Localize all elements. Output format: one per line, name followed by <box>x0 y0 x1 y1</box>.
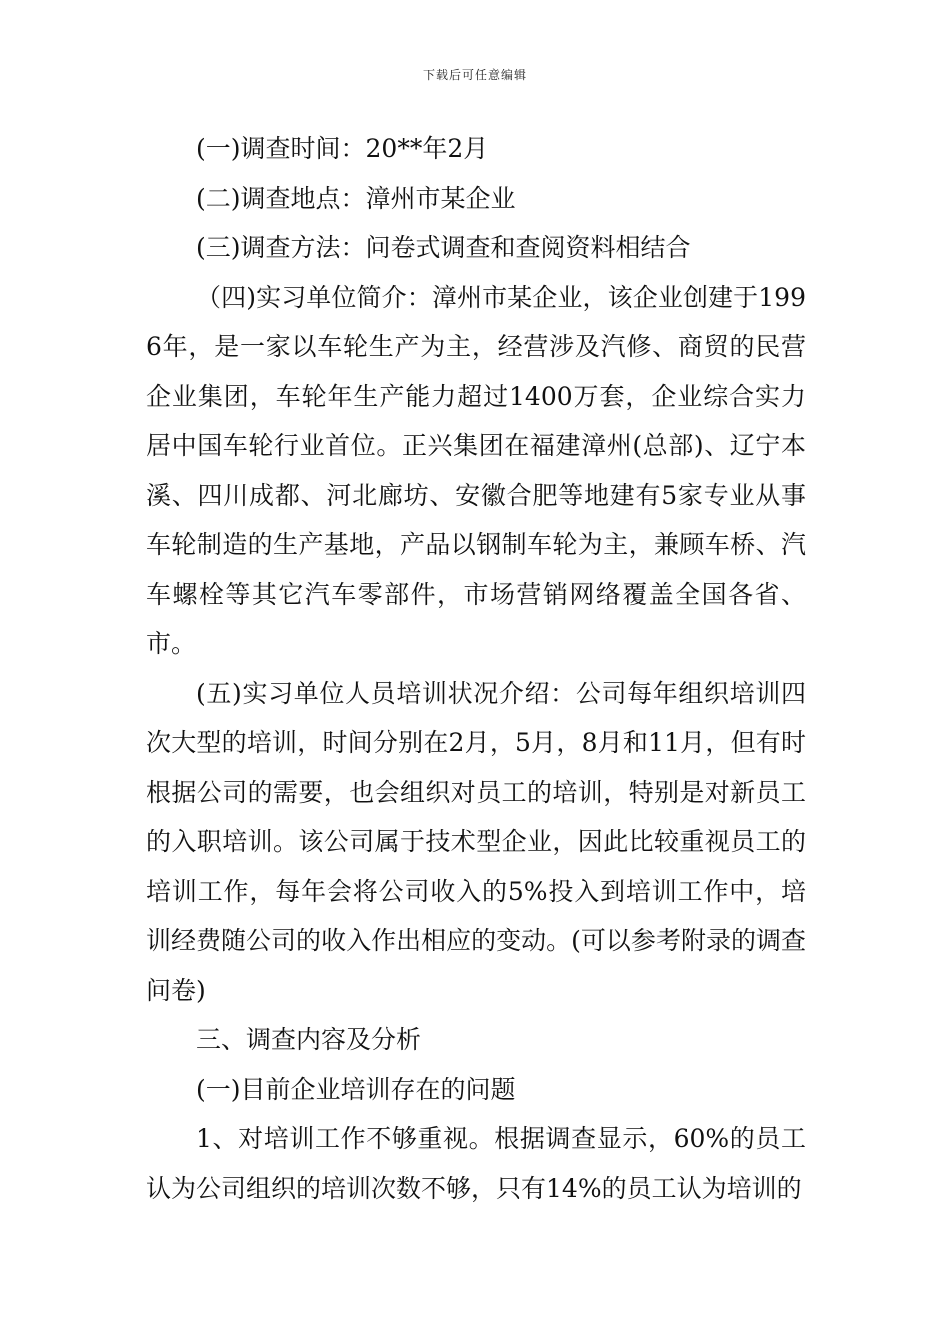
section-heading: 三、调查内容及分析 <box>196 1025 422 1054</box>
document-body <box>146 124 806 1213</box>
problem-1-paragraph: 1、对培训工作不够重视。根据调查显示，60%的员工认为公司组织的培训次数不够，只有14%的员工认为培训的 <box>146 1124 806 1203</box>
survey-time-paragraph: (一)调查时间：20**年2月 <box>196 134 489 163</box>
training-intro-paragraph: (五)实习单位人员培训状况介绍：公司每年组织培训四次大型的培训，时间分别在2月，5月，8月和11月，但有时根据公司的需要，也会组织对员工的培训，特别是对新员工的入职培训。该公司属于技术型企业，因此比较重视员工的培训工作，每年会将公司收入的5%投入到培训工作中，培训经费随公司的收入作出相应的变动。(可以参考附录的调查问卷) <box>146 678 806 1005</box>
survey-method-paragraph: (三)调查方法：问卷式调查和查阅资料相结合 <box>196 233 691 262</box>
page-header-note: 下载后可任意编辑 <box>422 68 527 82</box>
subsection-heading: (一)目前企业培训存在的问题 <box>196 1074 516 1104</box>
survey-location-paragraph: (二)调查地点：漳州市某企业 <box>196 183 516 213</box>
company-intro-paragraph: （四)实习单位简介：漳州市某企业，该企业创建于1996年，是一家以车轮生产为主，经营涉及汽修、商贸的民营企业集团，车轮年生产能力超过1400万套，企业综合实力居中国车轮行业首位。正兴集团在福建漳州(总部)、辽宁本溪、四川成都、河北廊坊、安徽合肥等地建有5家专业从事车轮制造的生产基地，产品以钢制车轮为主，兼顾车桥、汽车螺栓等其它汽车零部件，市场营销网络覆盖全国各省、市。 <box>146 282 806 658</box>
